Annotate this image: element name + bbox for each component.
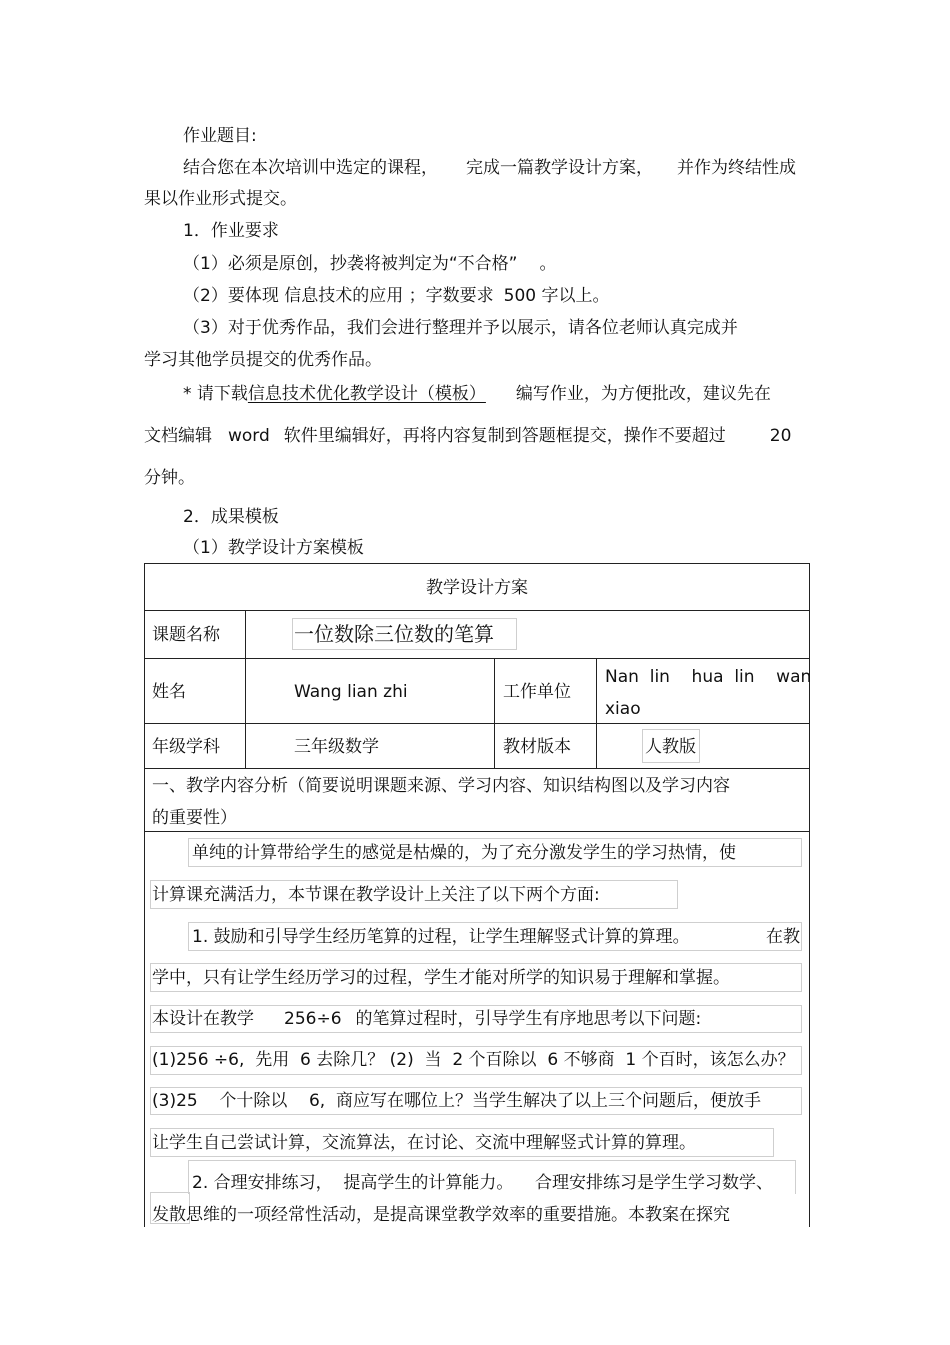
edit-line [144,424,791,448]
table-rule [596,658,597,768]
grade-value: 三年级数学 [294,737,379,757]
requirement-1 [183,252,556,276]
task-part-c: 并作为终结性成 [677,158,796,178]
unit-value-line-1: Nan lin hua lin wan [605,667,812,687]
body-line-10: 发散思维的一项经常性活动，是提高课堂教学效率的重要措施。本教案在探究 [152,1205,730,1225]
body-line-2: 计算课充满活力，本节课在教学设计上关注了以下两个方面: [152,885,600,905]
unit-label: 工作单位 [503,682,571,702]
requirement-1-period: 。 [539,254,557,274]
name-value: Wang lian zhi [294,682,408,702]
body-line-7: (3)25 个十除以 6, 商应写在哪位上？当学生解决了以上三个问题后，便放手 [152,1091,761,1111]
edit-part-c: 软件里编辑好，再将内容复制到答题框提交，操作不要超过 [283,426,726,446]
unit-value-line-2: xiao [605,699,641,719]
section-1-heading-line-1: 一、教学内容分析（简要说明课题来源、学习内容、知识结构图以及学习内容 [152,776,730,796]
task-line-1 [183,156,796,180]
requirement-1-text: （1）必须是原创，抄袭将被判定为“不合格” [183,254,518,274]
body-line-8: 让学生自己尝试计算，交流算法，在讨论、交流中理解竖式计算的算理。 [152,1133,696,1153]
download-prefix: * 请下载 [183,384,248,404]
body-line-3: 1. 鼓励和引导学生经历笔算的过程，让学生理解竖式计算的算理。 [192,927,690,947]
body-line-3-tail: 在教 [766,927,800,947]
body-line-5-expr: 256÷6 [284,1009,342,1029]
body-line-6: (1)256 ÷6, 先用 6 去除几？ (2) 当 2 个百除以 6 不够商 1 个百时，该怎么办？ [152,1050,795,1070]
template-link[interactable]: 信息技术优化教学设计（模板） [247,384,486,404]
edition-value: 人教版 [645,737,696,757]
table-rule [144,658,810,659]
edit-part-a: 文档编辑 [144,426,212,446]
table-rule [245,610,246,768]
table-rule [494,658,495,768]
result-title: 2．成果模板 [183,507,279,527]
download-line [183,382,771,406]
heading: 作业题目: [183,126,257,146]
edit-part-minutes: 20 [769,426,792,446]
requirement-2 [183,284,609,308]
edit-part-word: word [228,426,270,446]
body-line-4: 学中，只有让学生经历学习的过程，学生才能对所学的知识易于理解和掌握。 [152,968,730,988]
table-title: 教学设计方案 [426,578,528,598]
topic-label: 课题名称 [152,625,220,645]
requirements-title: 1．作业要求 [183,221,279,241]
body-line-5-a: 本设计在教学 [152,1009,254,1029]
task-part-a: 结合您在本次培训中选定的课程， [183,158,438,178]
table-rule [144,610,810,611]
table-rule [144,768,810,769]
result-subtitle: （1）教学设计方案模板 [183,538,364,558]
edition-label: 教材版本 [503,737,571,757]
table-rule [144,723,810,724]
requirement-2-text: （2）要体现 信息技术的应用 ；字数要求 [183,286,494,306]
section-1-heading-line-2: 的重要性） [152,808,237,828]
requirement-2-count: 500 字以上。 [503,286,610,306]
task-part-b: 完成一篇教学设计方案， [466,158,653,178]
download-suffix: 编写作业，为方便批改，建议先在 [515,384,771,404]
requirement-3-line-1: （3）对于优秀作品，我们会进行整理并予以展示，请各位老师认真完成并 [183,318,738,338]
body-line-5 [152,1007,701,1031]
body-line-1: 单纯的计算带给学生的感觉是枯燥的，为了充分激发学生的学习热情，使 [192,843,736,863]
topic-value: 一位数除三位数的笔算 [294,622,494,646]
body-line-9: 2. 合理安排练习， 提高学生的计算能力。 合理安排练习是学生学习数学、 [192,1173,774,1193]
name-label: 姓名 [152,682,186,702]
grade-label: 年级学科 [152,737,220,757]
table-rule [144,831,810,832]
body-line-5-b: 的笔算过程时，引导学生有序地思考以下问题: [355,1009,702,1029]
requirement-3-line-2: 学习其他学员提交的优秀作品。 [144,350,382,370]
task-line-2: 果以作业形式提交。 [144,189,297,209]
edit-line-2: 分钟。 [144,468,195,488]
